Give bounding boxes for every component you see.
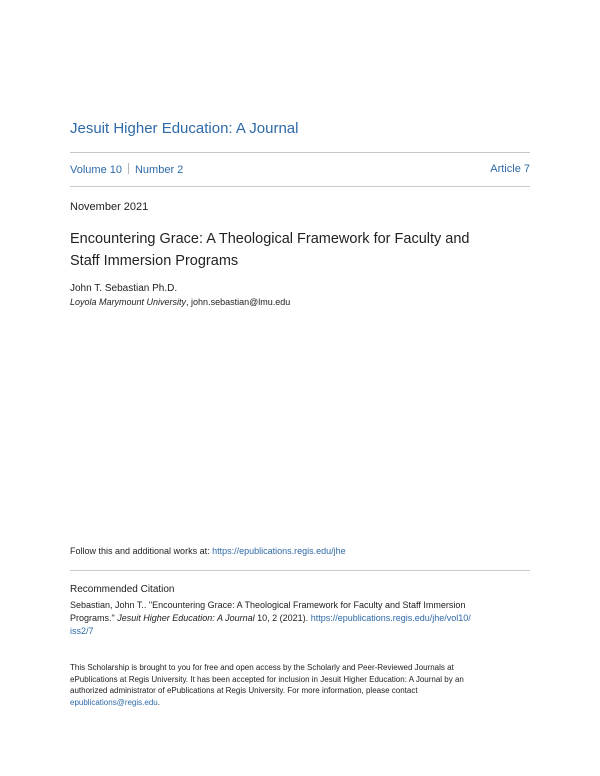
top-divider (70, 152, 530, 153)
journal-title[interactable]: Jesuit Higher Education: A Journal (70, 120, 299, 137)
article-link[interactable]: Article 7 (490, 163, 530, 175)
author-email: , john.sebastian@lmu.edu (186, 297, 291, 307)
volume-divider (70, 186, 530, 187)
notice-period: . (157, 697, 160, 707)
citation-journal: Jesuit Higher Education: A Journal (117, 613, 255, 623)
affiliation-institution: Loyola Marymount University (70, 297, 187, 307)
citation-pre: Programs." (70, 613, 118, 623)
open-access-notice (70, 662, 530, 708)
author-name: John T. Sebastian Ph.D. (70, 283, 178, 294)
number-link[interactable]: Number 2 (134, 164, 184, 176)
article-title-line-1: Encountering Grace: A Theological Framework for Faculty and (70, 231, 470, 247)
publication-date: November 2021 (70, 201, 149, 213)
notice-line-3: authorized administrator of ePublications at Regis University. For more information, please contact (70, 686, 418, 695)
notice-line-1: This Scholarship is brought to you for free and open access by the Scholarly and Peer-Reviewed Journals at (70, 663, 454, 672)
follow-text: Follow this and additional works at: (70, 546, 213, 556)
contact-email-link[interactable]: epublications@regis.edu (70, 697, 158, 707)
follow-line (70, 546, 346, 556)
volume-link[interactable]: Volume 10 (70, 164, 122, 176)
article-title (70, 228, 530, 272)
volume-row (70, 163, 530, 176)
follow-link[interactable]: https://epublications.regis.edu/jhe (212, 546, 346, 556)
notice-line-2: ePublications at Regis University. It has been accepted for inclusion in Jesuit Higher Education: A Journal by an (70, 674, 464, 684)
citation-link-part-2[interactable]: iss2/7 (70, 626, 94, 636)
recommended-citation-heading: Recommended Citation (70, 584, 175, 595)
author-affiliation (70, 297, 290, 307)
citation-line-1: Sebastian, John T.. "Encountering Grace: A Theological Framework for Faculty and Staff Immersion (70, 600, 466, 610)
article-title-line-2: Staff Immersion Programs (70, 253, 239, 269)
volume-separator (128, 163, 129, 174)
citation-text (70, 599, 530, 638)
citation-link-part-1[interactable]: https://epublications.regis.edu/jhe/vol10/ (310, 613, 471, 623)
citation-post: 10, 2 (2021). (254, 613, 311, 623)
citation-divider (70, 570, 530, 571)
